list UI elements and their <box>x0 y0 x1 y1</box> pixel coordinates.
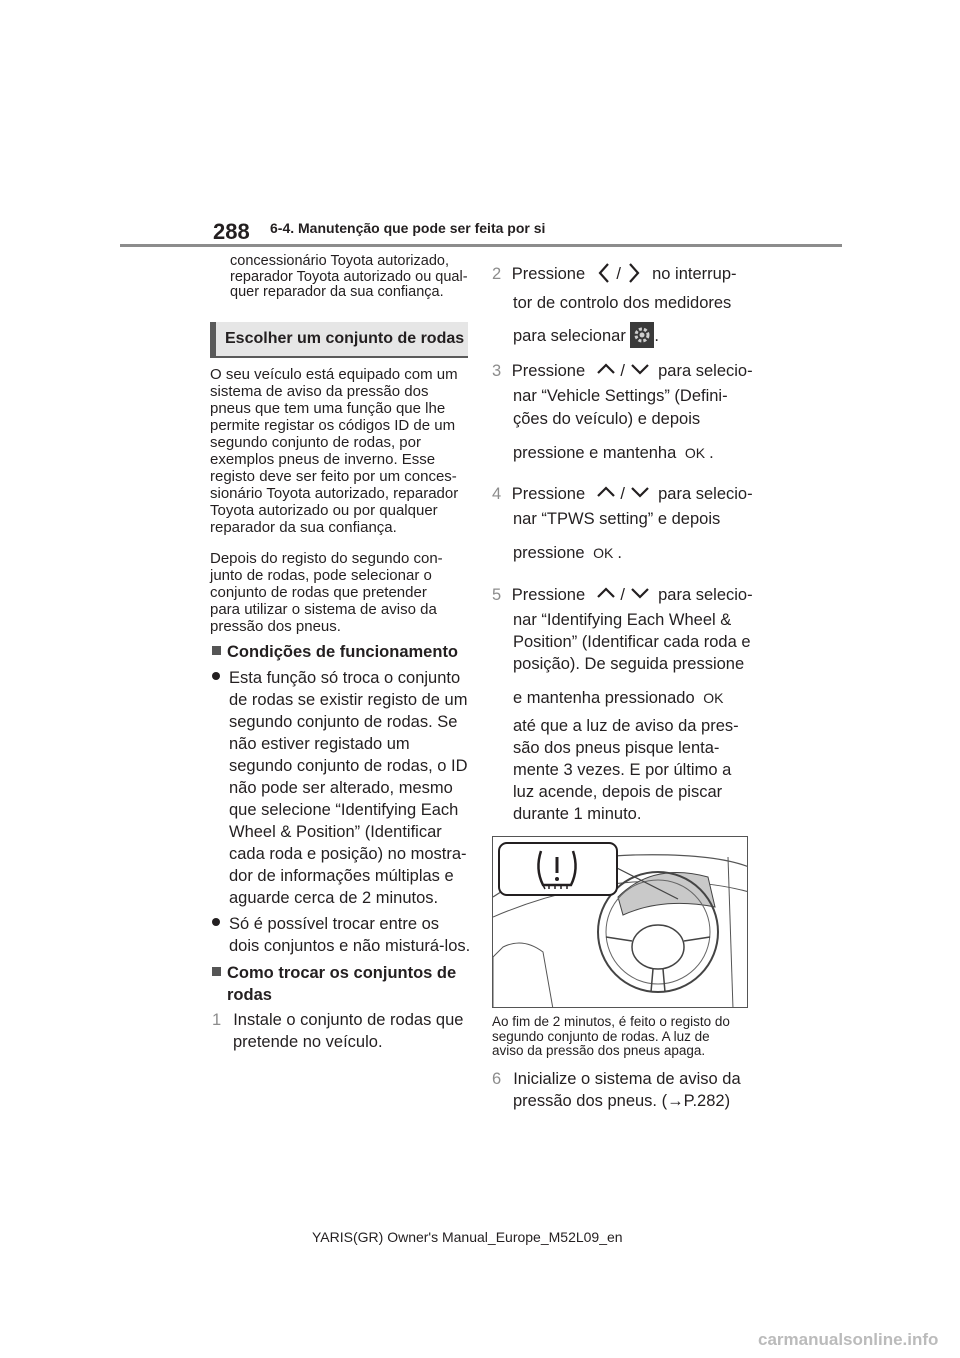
subheading-conditions: Condições de funcionamento <box>212 641 458 663</box>
chevron-up-icon <box>596 586 616 600</box>
bullet-dot-icon <box>212 672 220 680</box>
step-4: 4 Pressione / para selecio- nar “TPWS setting” e depois pressione OK . <box>492 485 753 562</box>
chevron-up-icon <box>596 362 616 376</box>
step-5: 5 Pressione / para selecio- nar “Identifying Each Wheel & Position” (Identificar cada roda e posição). De seguida pressione e mantenha pressionado OK até que a luz de aviso da pres- são dos pneus pisque lenta- mente 3 vezes. E por último a luz acende, depois de piscar durante 1 minuto. <box>492 586 753 823</box>
bullet-dot-icon <box>212 918 220 926</box>
page-number: 288 <box>213 219 250 244</box>
arrow-right-icon: → <box>667 1092 684 1110</box>
chevron-down-icon <box>630 362 650 376</box>
section-heading: Escolher um conjunto de rodas <box>210 322 468 357</box>
chevron-down-icon <box>630 485 650 499</box>
bullet-1: Esta função só troca o conjunto de rodas se existir registo de um segundo conjunto de rodas. Se não estiver registado um segundo conjunto de rodas, o ID não pode ser alterado, mesmo que selecione “Identifying Each Wheel & Position” (Identificar cada roda e posição) no mostra- dor de informações múltiplas e aguarde cerca de 2 minutos. <box>212 667 468 909</box>
header-rule <box>120 244 842 247</box>
ok-button-icon: OK <box>703 690 724 706</box>
chevron-down-icon <box>630 586 650 600</box>
chevron-up-icon <box>596 485 616 499</box>
heading-rule <box>210 356 468 358</box>
paragraph-1: O seu veículo está equipado com um sistema de aviso da pressão dos pneus que tem uma função que lhe permite registar os códigos ID de um segundo conjunto de rodas, por exemplos pneus de inverno. Esse registo deve ser feito por um conces- sionário Toyota autorizado, reparador Toyota autorizado ou por qualquer reparador da sua confiança. <box>210 366 459 536</box>
section-title: 6-4. Manutenção que pode ser feita por si <box>270 220 546 236</box>
figure-caption: Ao fim de 2 minutos, é feito o registo do segundo conjunto de rodas. A luz de aviso da pressão dos pneus apaga. <box>492 1014 730 1058</box>
bullet-2: Só é possível trocar entre os dois conjuntos e não misturá-los. <box>212 913 470 957</box>
step-1: 1 Instale o conjunto de rodas que pretende no veículo. <box>212 1011 464 1051</box>
intro-continuation: concessionário Toyota autorizado, reparador Toyota autorizado ou qual- quer reparador da sua confiança. <box>230 253 468 300</box>
step-2: 2 Pressione / no interrup- tor de controlo dos medidores para selecionar . <box>492 262 762 348</box>
ok-button-icon: OK <box>684 445 706 461</box>
step-6: 6 Inicialize o sistema de aviso da pressão dos pneus. (→P.282) <box>492 1070 741 1110</box>
step-3: 3 Pressione / para selecio- nar “Vehicle Settings” (Defini- ções do veículo) e depois pressione e mantenha OK . <box>492 362 753 462</box>
chevron-right-icon <box>626 262 642 284</box>
subheading-how-to: Como trocar os conjuntos de rodas <box>212 962 456 1006</box>
square-bullet-icon <box>212 967 221 976</box>
square-bullet-icon <box>212 646 221 655</box>
paragraph-2: Depois do registo do segundo con- junto de rodas, pode selecionar o conjunto de rodas que pretender para utilizar o sistema de aviso da pressão dos pneus. <box>210 550 443 635</box>
page-reference-link[interactable]: P.282) <box>683 1092 731 1110</box>
footer-manual-id: YARIS(GR) Owner's Manual_Europe_M52L09_en <box>312 1229 623 1245</box>
dashboard-illustration <box>492 836 748 1008</box>
watermark: carmanualsonline.info <box>758 1330 939 1349</box>
chevron-left-icon <box>596 262 612 284</box>
ok-button-icon: OK <box>593 545 614 561</box>
gear-settings-icon <box>630 322 654 348</box>
